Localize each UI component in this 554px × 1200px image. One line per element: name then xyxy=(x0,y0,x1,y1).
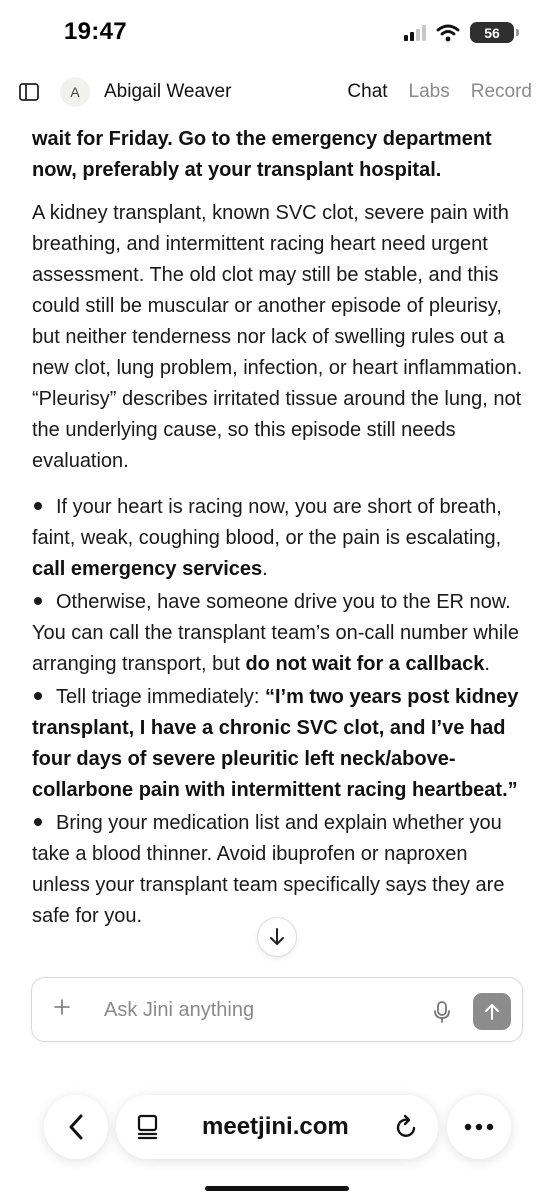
status-time: 19:47 xyxy=(64,18,127,45)
composer xyxy=(31,977,523,1042)
list-item xyxy=(32,682,524,806)
tab-record[interactable]: Record xyxy=(470,81,532,102)
list-item-text: Tell triage immediately: xyxy=(56,686,265,708)
message-top-bold: wait for Friday. Go to the emergency department now, preferably at your transplant hospital. xyxy=(32,128,492,181)
patient-name[interactable]: Abigail Weaver xyxy=(104,81,232,102)
list-item-bold: “I’m two years post kidney transplant, I have a chronic SVC clot, and I’ve had four days of severe pleuritic left neck/above-collarbone pain with intermittent racing heartbeat.” xyxy=(32,686,519,801)
send-button[interactable] xyxy=(473,993,511,1030)
back-button[interactable] xyxy=(44,1095,108,1159)
wifi-icon xyxy=(436,24,460,42)
list-item-end: . xyxy=(262,558,268,580)
app-header xyxy=(0,64,554,120)
list-item-text: Bring your medication list and explain whether you take a blood thinner. Avoid ibuprofen or naproxen unless your transplant team specifically says they are safe for you. xyxy=(32,812,505,927)
message-paragraph: A kidney transplant, known SVC clot, severe pain with breathing, and intermittent racing heart need urgent assessment. The old clot may still be stable, and this could still be muscular or another episode of pleurisy, but neither tenderness nor lack of swelling rules out a new clot, lung problem, infection, or heart inflammation. “Pleurisy” describes irritated tissue around the lung, not the underlying cause, so this episode still needs evaluation. xyxy=(32,202,523,472)
avatar[interactable]: A xyxy=(60,77,90,107)
advice-list xyxy=(32,492,524,934)
arrow-down-icon xyxy=(268,927,286,947)
bullet-icon xyxy=(34,502,42,510)
more-dots-icon xyxy=(464,1123,494,1131)
page-menu-icon[interactable] xyxy=(136,1114,160,1140)
more-button[interactable] xyxy=(447,1095,511,1159)
list-item xyxy=(32,492,524,585)
status-icons xyxy=(404,22,514,43)
list-item-bold: call emergency services xyxy=(32,558,263,580)
home-indicator xyxy=(205,1186,349,1191)
tab-chat[interactable]: Chat xyxy=(347,81,388,102)
chat-input[interactable] xyxy=(104,993,404,1027)
scroll-down-button[interactable] xyxy=(257,917,297,957)
url-text[interactable]: meetjini.com xyxy=(202,1113,349,1140)
header-tabs xyxy=(347,81,532,103)
browser-toolbar xyxy=(0,1092,554,1162)
list-item-bold: do not wait for a callback xyxy=(245,653,485,675)
message-top-text xyxy=(32,124,524,186)
battery-level: 56 xyxy=(484,24,500,41)
bullet-icon xyxy=(34,818,42,826)
list-item xyxy=(32,808,524,932)
list-item-end: . xyxy=(484,653,490,675)
list-item-text: If your heart is racing now, you are short of breath, faint, weak, coughing blood, or the pain is escalating, xyxy=(32,496,502,549)
arrow-up-icon xyxy=(484,1003,500,1021)
chevron-left-icon xyxy=(67,1113,85,1141)
battery-icon xyxy=(470,22,514,43)
sidebar-toggle-icon[interactable] xyxy=(18,81,40,103)
microphone-icon[interactable] xyxy=(431,1000,453,1024)
chat-message xyxy=(32,120,524,970)
signal-icon xyxy=(404,25,426,41)
bullet-icon xyxy=(34,692,42,700)
tab-labs[interactable]: Labs xyxy=(408,81,450,102)
reload-icon[interactable] xyxy=(395,1114,419,1140)
list-item-text: Otherwise, have someone drive you to the ER now. You can call the transplant team’s on-call number while arranging transport, but xyxy=(32,591,519,675)
address-bar[interactable] xyxy=(116,1095,438,1159)
plus-icon[interactable] xyxy=(52,997,72,1017)
list-item xyxy=(32,587,524,680)
status-bar xyxy=(0,0,554,64)
bullet-icon xyxy=(34,597,42,605)
